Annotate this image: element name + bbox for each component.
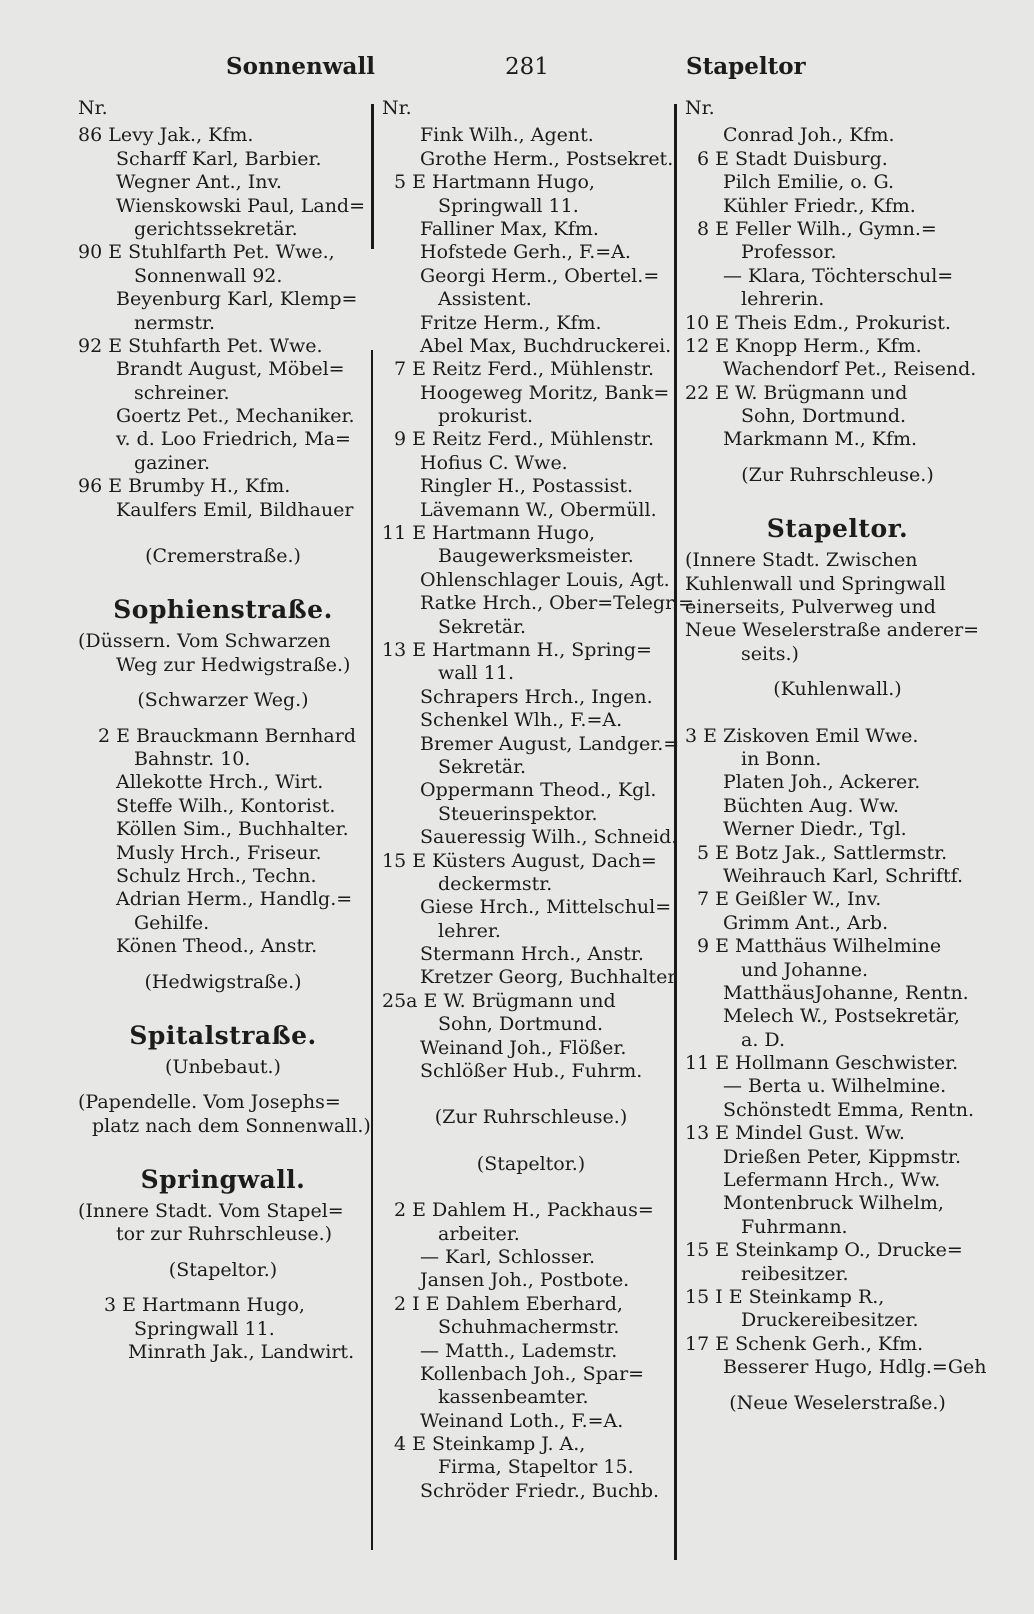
entry: v. d. Loo Friedrich, Ma=: [116, 428, 351, 451]
entry: 86 Levy Jak., Kfm.: [78, 124, 254, 147]
street-heading: Springwall.: [140, 1165, 306, 1195]
entry: Wienskowski Paul, Land=: [116, 194, 366, 217]
entry: Hoogeweg Moritz, Bank=: [420, 381, 670, 404]
street-heading: Stapeltor.: [766, 514, 909, 544]
entry: Sekretär.: [438, 755, 527, 778]
entry: 13 E Hartmann H., Spring=: [382, 638, 652, 661]
spacer: [78, 522, 368, 545]
entry: prokurist.: [438, 405, 534, 428]
street-note: Weg zur Hedwigstraße.): [116, 653, 351, 676]
entry: Kollenbach Joh., Spar=: [420, 1362, 645, 1385]
spacer: [685, 452, 990, 464]
entry: in Bonn.: [741, 747, 822, 770]
street-note: (Düssern. Vom Schwarzen: [78, 630, 331, 653]
entry: Schenkel Wlh., F.=A.: [420, 709, 623, 732]
entry: Schulz Hrch., Techn.: [116, 864, 317, 887]
cross-street: (Stapeltor.): [168, 1258, 278, 1281]
column-1: [78, 97, 371, 1364]
street-note: seits.): [741, 642, 799, 665]
entry: 25a E W. Brügmann und: [382, 989, 616, 1012]
entry: Könen Theod., Anstr.: [116, 935, 318, 958]
entry: Scharff Karl, Barbier.: [116, 147, 322, 170]
entry: Abel Max, Buchdruckerei.: [420, 334, 672, 357]
entry: Sonnenwall 92.: [134, 264, 283, 287]
entry: 8 E Feller Wilh., Gymn.=: [697, 217, 937, 240]
spacer: [685, 1380, 990, 1392]
entry: Fritze Herm., Kfm.: [420, 311, 602, 334]
street-note: einerseits, Pulverweg und: [685, 596, 936, 619]
entry: Musly Hrch., Friseur.: [116, 841, 322, 864]
entry: 9 E Matthäus Wilhelmine: [697, 935, 942, 958]
entry: Assistent.: [438, 288, 532, 311]
entry: Platen Joh., Ackerer.: [723, 771, 921, 794]
entry: — Matth., Lademstr.: [420, 1339, 618, 1362]
entry: Steuerinspektor.: [438, 802, 598, 825]
header-left-street: Sonnenwall: [226, 53, 375, 80]
entry: Adrian Herm., Handlg.=: [116, 888, 353, 911]
cross-street: (Hedwigstraße.): [144, 970, 302, 993]
entry: 13 E Mindel Gust. Ww.: [685, 1122, 905, 1145]
entry: Besserer Hugo, Hdlg.=Geh: [723, 1356, 987, 1379]
entry: 2 E Brauckmann Bernhard: [98, 724, 356, 747]
entry: Kaulfers Emil, Bildhauer: [116, 498, 354, 521]
entry: Saueressig Wilh., Schneid.: [420, 826, 678, 849]
entry: — Klara, Töchterschul=: [723, 264, 954, 287]
column-divider-1: [371, 104, 374, 249]
entry: Grimm Ant., Arb.: [723, 911, 889, 934]
entry: 3 E Hartmann Hugo,: [104, 1294, 305, 1317]
entry: 11 E Hartmann Hugo,: [382, 522, 596, 545]
spacer: [78, 677, 368, 689]
entry: Georgi Herm., Obertel.=: [420, 264, 660, 287]
entry: 9 E Reitz Ferd., Mühlenstr.: [394, 428, 655, 451]
column-2: [382, 97, 695, 1503]
entry: Schrapers Hrch., Ingen.: [420, 685, 653, 708]
spacer: [382, 1176, 680, 1199]
entry: 7 E Geißler W., Inv.: [697, 888, 882, 911]
entry: Schuhmachermstr.: [438, 1316, 620, 1339]
entry: Fink Wilh., Agent.: [420, 124, 594, 147]
entry: Beyenburg Karl, Klemp=: [116, 288, 358, 311]
spacer: [382, 1130, 680, 1153]
entry: Lävemann W., Obermüll.: [420, 498, 657, 521]
cross-street: (Zur Ruhrschleuse.): [434, 1106, 628, 1129]
nr-label: Nr.: [382, 97, 412, 119]
spacer: [78, 959, 368, 971]
entry: reibesitzer.: [741, 1262, 849, 1285]
entry: 5 E Hartmann Hugo,: [394, 171, 595, 194]
cross-street: (Neue Weselerstraße.): [729, 1391, 946, 1414]
entry: Kühler Friedr., Kfm.: [723, 194, 916, 217]
entry: Wegner Ant., Inv.: [116, 171, 282, 194]
page-number: 281: [505, 54, 549, 80]
entry: Pilch Emilie, o. G.: [723, 171, 895, 194]
nr-label: Nr.: [78, 97, 108, 119]
entry: 2 I E Dahlem Eberhard,: [394, 1292, 623, 1315]
entry: Springwall 11.: [438, 194, 579, 217]
entry: 11 E Hollmann Geschwister.: [685, 1052, 959, 1075]
entry: 15 E Steinkamp O., Drucke=: [685, 1239, 963, 1262]
entry: Schönstedt Emma, Rentn.: [723, 1098, 975, 1121]
entry: MatthäusJohanne, Rentn.: [723, 981, 969, 1004]
street-note: (Papendelle. Vom Josephs=: [78, 1091, 341, 1114]
cross-street: (Stapeltor.): [476, 1152, 586, 1175]
spacer: [685, 702, 990, 725]
entry: 15 I E Steinkamp R.,: [685, 1285, 885, 1308]
entry: 5 E Botz Jak., Sattlermstr.: [697, 841, 948, 864]
entry: Werner Diedr., Tgl.: [723, 818, 907, 841]
entry: Steffe Wilh., Kontorist.: [116, 794, 336, 817]
entry: 7 E Reitz Ferd., Mühlenstr.: [394, 358, 655, 381]
entry: Wachendorf Pet., Reisend.: [723, 358, 977, 381]
entry: 22 E W. Brügmann und: [685, 381, 908, 404]
entry: nermstr.: [134, 311, 216, 334]
entry: 17 E Schenk Gerh., Kfm.: [685, 1332, 924, 1355]
entry: Firma, Stapeltor 15.: [438, 1456, 634, 1479]
entry: gaziner.: [134, 451, 211, 474]
street-note: (Innere Stadt. Vom Stapel=: [78, 1200, 344, 1223]
entry: Sohn, Dortmund.: [741, 405, 907, 428]
street-note: (Innere Stadt. Zwischen: [685, 549, 918, 572]
entry: kassenbeamter.: [438, 1386, 589, 1409]
spacer: [382, 1083, 680, 1106]
entry: Ratke Hrch., Ober=Telegr.=: [420, 592, 695, 615]
entry: Allekotte Hrch., Wirt.: [116, 771, 324, 794]
entry: a. D.: [741, 1028, 786, 1051]
spacer: [685, 666, 990, 678]
entry: Schröder Friedr., Buchb.: [420, 1479, 660, 1502]
entry: 90 E Stuhlfarth Pet. Wwe.,: [78, 241, 335, 264]
entry: — Karl, Schlosser.: [420, 1245, 595, 1268]
cross-street: (Schwarzer Weg.): [137, 689, 309, 712]
entry: Conrad Joh., Kfm.: [723, 124, 895, 147]
entry: 6 E Stadt Duisburg.: [697, 147, 888, 170]
entry: Bremer August, Landger.=: [420, 732, 680, 755]
spacer: [78, 713, 368, 725]
entry: Lefermann Hrch., Ww.: [723, 1169, 941, 1192]
street-heading: Sophienstraße.: [113, 595, 333, 625]
entry: lehrerin.: [741, 288, 825, 311]
cross-street: (Zur Ruhrschleuse.): [741, 463, 934, 486]
entry: Bahnstr. 10.: [134, 747, 251, 770]
street-note: platz nach dem Sonnenwall.): [92, 1114, 371, 1137]
entry: 4 E Steinkamp J. A.,: [394, 1433, 586, 1456]
entry: Falliner Max, Kfm.: [420, 217, 599, 240]
entry: Ohlenschlager Louis, Agt.: [420, 568, 670, 591]
entry: Sohn, Dortmund.: [438, 1013, 604, 1036]
entry: Köllen Sim., Buchhalter.: [116, 818, 349, 841]
entry: — Berta u. Wilhelmine.: [723, 1075, 947, 1098]
entry: 3 E Ziskoven Emil Wwe.: [685, 724, 919, 747]
entry: gerichtssekretär.: [134, 217, 298, 240]
entry: Grothe Herm., Postsekret.: [420, 147, 674, 170]
nr-label: Nr.: [685, 97, 715, 119]
entry: deckermstr.: [438, 872, 553, 895]
street-note: (Unbebaut.): [165, 1055, 281, 1078]
entry: Druckereibesitzer.: [741, 1309, 919, 1332]
entry: 10 E Theis Edm., Prokurist.: [685, 311, 951, 334]
street-note: tor zur Ruhrschleuse.): [116, 1223, 333, 1246]
entry: Minrath Jak., Landwirt.: [128, 1341, 355, 1364]
entry: Springwall 11.: [134, 1317, 275, 1340]
entry: 92 E Stuhfarth Pet. Wwe.: [78, 334, 323, 357]
entry: Weinand Loth., F.=A.: [420, 1409, 624, 1432]
entry: Oppermann Theod., Kgl.: [420, 779, 657, 802]
entry: Giese Hrch., Mittelschul=: [420, 896, 672, 919]
entry: Schlößer Hub., Fuhrm.: [420, 1060, 643, 1083]
entry: Stermann Hrch., Anstr.: [420, 943, 644, 966]
entry: und Johanne.: [741, 958, 869, 981]
spacer: [78, 1079, 368, 1091]
entry: Büchten Aug. Ww.: [723, 794, 900, 817]
entry: Jansen Joh., Postbote.: [420, 1269, 630, 1292]
entry: Professor.: [741, 241, 837, 264]
spacer: [78, 1282, 368, 1294]
entry: Hofstede Gerh., F.=A.: [420, 241, 631, 264]
entry: Kretzer Georg, Buchhalter: [420, 966, 677, 989]
entry: 2 E Dahlem H., Packhaus=: [394, 1199, 654, 1222]
header-right-street: Stapeltor: [686, 53, 806, 80]
entry: Hofius C. Wwe.: [420, 451, 568, 474]
entry: Melech W., Postsekretär,: [723, 1005, 960, 1028]
entry: arbeiter.: [438, 1222, 520, 1245]
street-heading: Spitalstraße.: [129, 1020, 317, 1050]
street-note: Kuhlenwall und Springwall: [685, 572, 946, 595]
street-note: Neue Weselerstraße anderer=: [685, 619, 980, 642]
page-header: [0, 50, 1034, 84]
entry: Brandt August, Möbel=: [116, 358, 345, 381]
entry: Weinand Joh., Flößer.: [420, 1036, 627, 1059]
entry: 15 E Küsters August, Dach=: [382, 849, 657, 872]
entry: Gehilfe.: [134, 911, 210, 934]
entry: 12 E Knopp Herm., Kfm.: [685, 334, 922, 357]
entry: wall 11.: [438, 662, 514, 685]
entry: Baugewerksmeister.: [438, 545, 634, 568]
entry: Fuhrmann.: [741, 1215, 848, 1238]
entry: lehrer.: [438, 919, 501, 942]
entry: Drießen Peter, Kippmstr.: [723, 1145, 962, 1168]
entry: Ringler H., Postassist.: [420, 475, 634, 498]
spacer: [78, 1247, 368, 1259]
cross-street: (Kuhlenwall.): [773, 678, 902, 701]
entry: Montenbruck Wilhelm,: [723, 1192, 944, 1215]
entry: Weihrauch Karl, Schriftf.: [723, 864, 963, 887]
cross-street: (Cremerstraße.): [145, 545, 301, 568]
entry: Goertz Pet., Mechaniker.: [116, 405, 355, 428]
entry: Sekretär.: [438, 615, 527, 638]
column-divider-1-lower: [371, 350, 373, 1550]
entry: 96 E Brumby H., Kfm.: [78, 475, 291, 498]
entry: schreiner.: [134, 381, 230, 404]
column-3: [685, 97, 990, 1415]
entry: Markmann M., Kfm.: [723, 428, 918, 451]
